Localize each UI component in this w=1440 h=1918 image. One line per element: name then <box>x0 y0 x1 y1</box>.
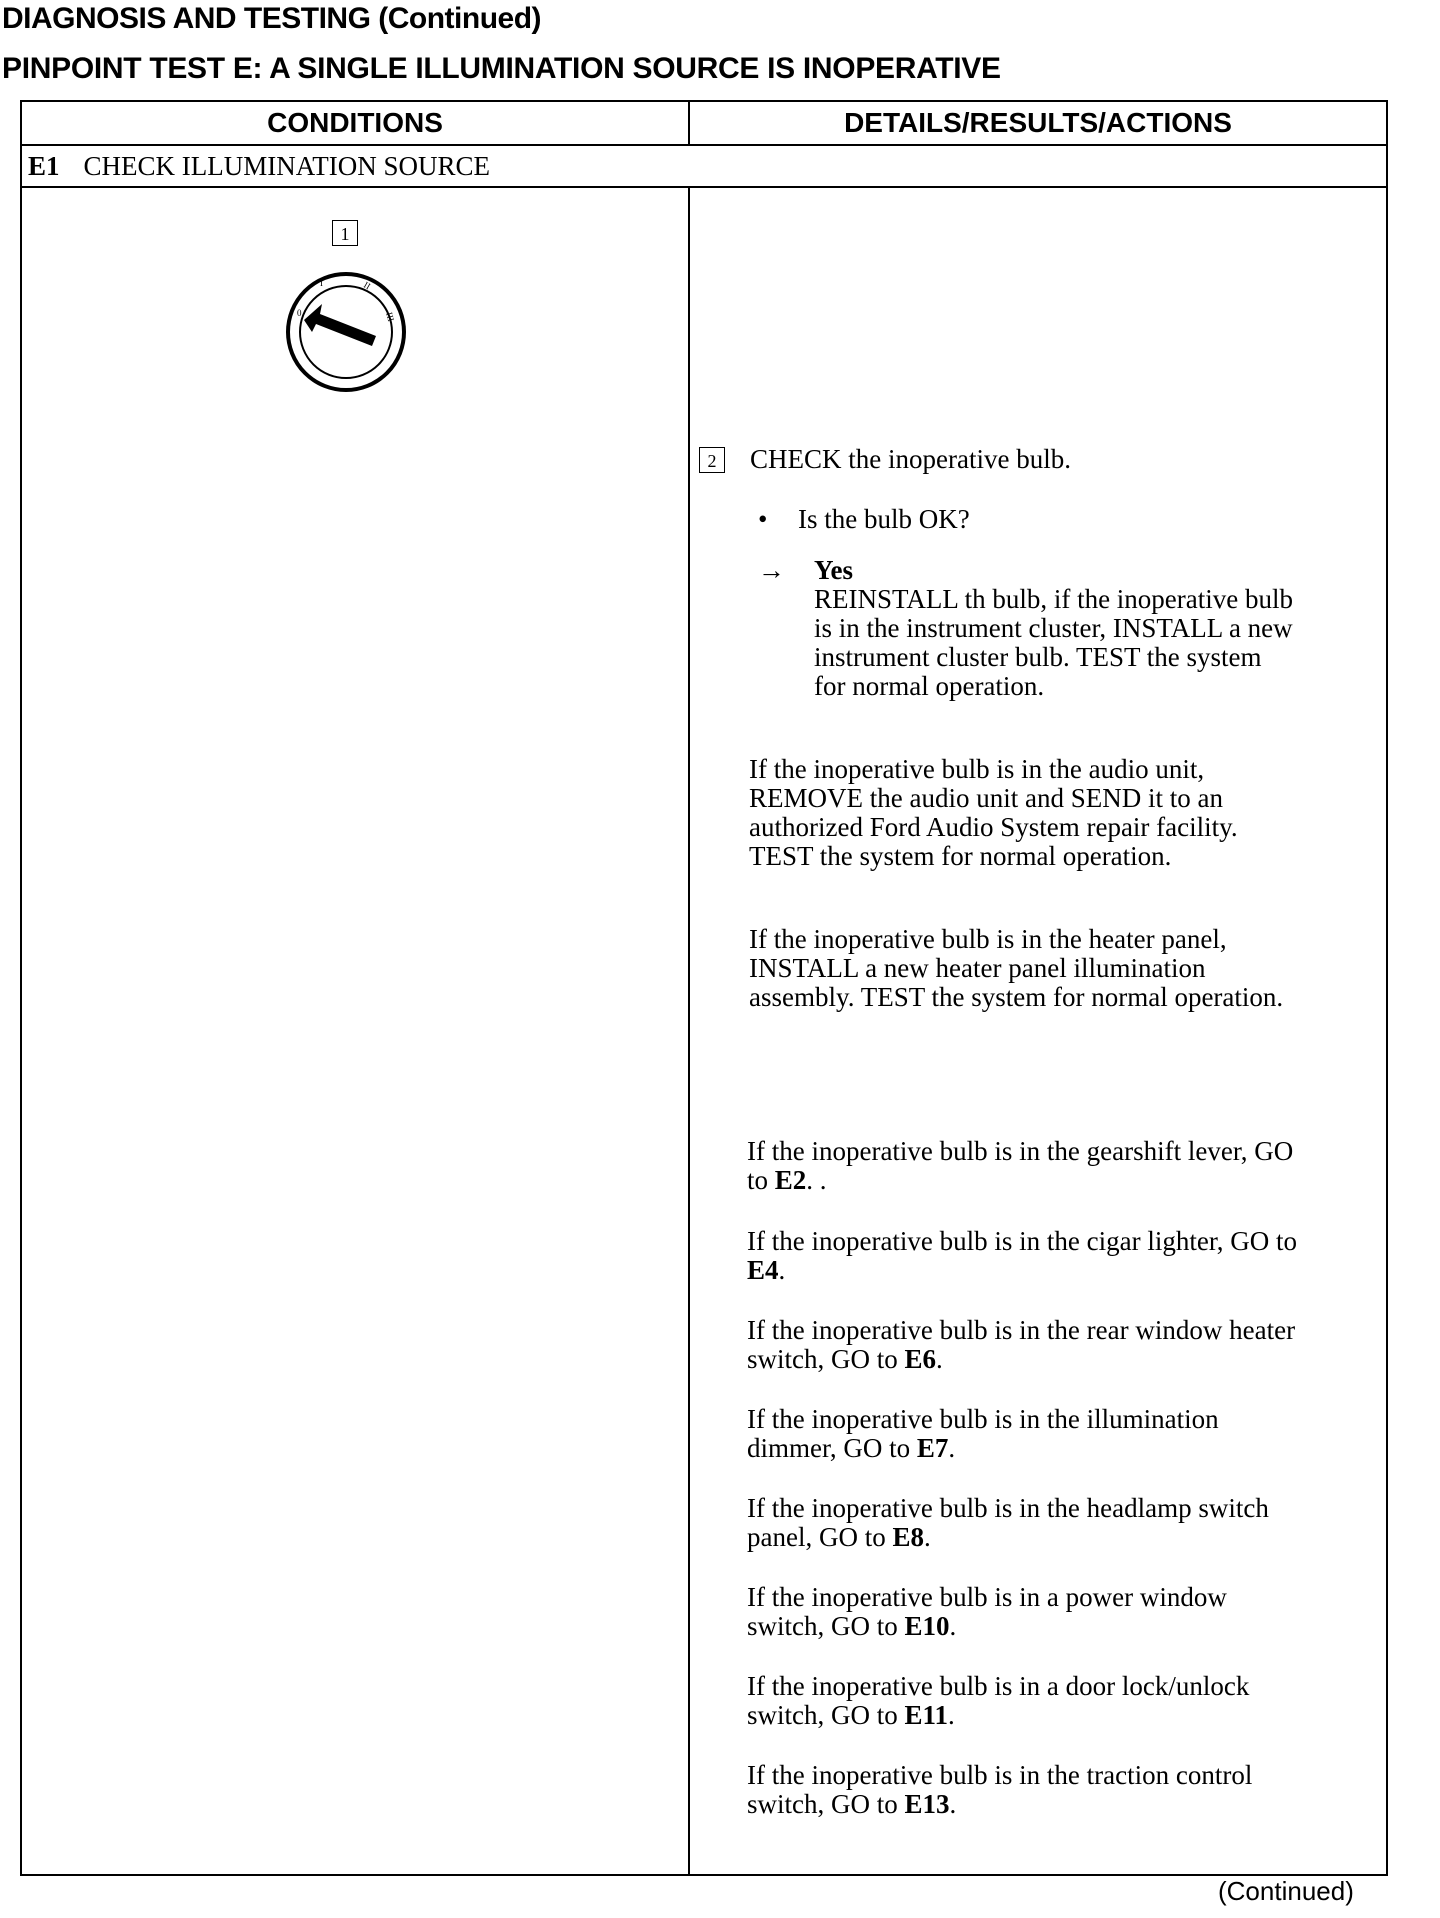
yes-label: Yes <box>814 555 853 585</box>
yes-action-line: REINSTALL th bulb, if the inoperative bulb <box>814 584 1293 614</box>
goto-line: If the inoperative bulb is in a power window <box>747 1582 1227 1612</box>
heater-line: INSTALL a new heater panel illumination <box>749 953 1206 983</box>
goto-target-link: E2 <box>774 1165 807 1195</box>
goto-target-link: E7 <box>916 1433 949 1463</box>
goto-target-link: E8 <box>892 1522 924 1552</box>
goto-e11-item <box>747 1672 1249 1730</box>
goto-target-link: E11 <box>904 1700 949 1730</box>
goto-line: If the inoperative bulb is in the headlamp switch <box>747 1493 1269 1523</box>
pinpoint-test-table <box>20 100 1388 1876</box>
goto-line: If the inoperative bulb is in the traction control <box>747 1760 1253 1790</box>
yes-action-line: instrument cluster bulb. TEST the system <box>814 642 1262 672</box>
pinpoint-test-title: PINPOINT TEST E: A SINGLE ILLUMINATION SOURCE IS INOPERATIVE <box>2 52 1001 85</box>
heater-line: If the inoperative bulb is in the heater panel, <box>749 924 1227 954</box>
ignition-switch-icon <box>280 266 412 398</box>
switch-mark-1: I <box>320 278 323 288</box>
heater-panel-action <box>749 925 1283 1012</box>
goto-e10-item <box>747 1583 1227 1641</box>
goto-line: switch, GO to E13. <box>747 1789 957 1819</box>
continued-footer: (Continued) <box>1218 1876 1354 1906</box>
yes-action-text <box>814 585 1293 701</box>
section-title: DIAGNOSIS AND TESTING (Continued) <box>2 2 542 35</box>
conditions-column-header: CONDITIONS <box>267 107 443 138</box>
goto-line: panel, GO to E8. <box>747 1522 931 1552</box>
switch-mark-2: II <box>362 279 373 292</box>
audio-unit-action <box>749 755 1238 871</box>
goto-target-link: E4 <box>747 1255 779 1285</box>
figure-callout-1: 1 <box>332 220 358 246</box>
goto-line: switch, GO to E6. <box>747 1344 943 1374</box>
step2-instruction: CHECK the inoperative bulb. <box>750 444 1071 474</box>
column-divider <box>688 186 690 1874</box>
goto-line: If the inoperative bulb is in the illumination <box>747 1404 1219 1434</box>
goto-line: switch, GO to E11. <box>747 1700 955 1730</box>
goto-target-link: E10 <box>904 1611 950 1641</box>
goto-line: If the inoperative bulb is in the rear window heater <box>747 1315 1296 1345</box>
goto-e7-item <box>747 1405 1219 1463</box>
step-callout-2: 2 <box>699 447 725 473</box>
goto-e2-item <box>747 1137 1293 1195</box>
goto-line: dimmer, GO to E7. <box>747 1433 956 1463</box>
audio-line: TEST the system for normal operation. <box>749 841 1172 871</box>
yes-action-line: is in the instrument cluster, INSTALL a new <box>814 613 1293 643</box>
goto-e13-item <box>747 1761 1252 1819</box>
goto-target-link: E13 <box>904 1789 950 1819</box>
goto-e4-item <box>747 1227 1297 1285</box>
goto-line: E4. <box>747 1255 786 1285</box>
step-row-rule <box>22 186 1386 188</box>
step-title: CHECK ILLUMINATION SOURCE <box>83 151 491 181</box>
details-column-header: DETAILS/RESULTS/ACTIONS <box>844 107 1232 138</box>
goto-e8-item <box>747 1494 1269 1552</box>
bulb-ok-question: Is the bulb OK? <box>798 504 970 534</box>
goto-e6-item <box>747 1316 1295 1374</box>
goto-line: switch, GO to E10. <box>747 1611 957 1641</box>
heater-line: assembly. TEST the system for normal operation. <box>749 982 1284 1012</box>
switch-mark-0: 0 <box>297 308 302 318</box>
goto-line: If the inoperative bulb is in a door lock/unlock <box>747 1671 1250 1701</box>
step-e1-row <box>28 146 490 186</box>
audio-line: authorized Ford Audio System repair facility. <box>749 812 1238 842</box>
yes-action-line: for normal operation. <box>814 671 1045 701</box>
audio-line: REMOVE the audio unit and SEND it to an <box>749 783 1223 813</box>
goto-line: If the inoperative bulb is in the gearshift lever, GO <box>747 1136 1294 1166</box>
arrow-right-icon: → <box>758 555 785 585</box>
switch-mark-3: III <box>384 311 397 323</box>
goto-line: If the inoperative bulb is in the cigar lighter, GO to <box>747 1226 1298 1256</box>
step-id: E1 <box>28 151 60 181</box>
audio-line: If the inoperative bulb is in the audio unit, <box>749 754 1205 784</box>
bullet-icon: • <box>758 504 768 534</box>
goto-line: to E2. . <box>747 1165 827 1195</box>
goto-target-link: E6 <box>904 1344 937 1374</box>
